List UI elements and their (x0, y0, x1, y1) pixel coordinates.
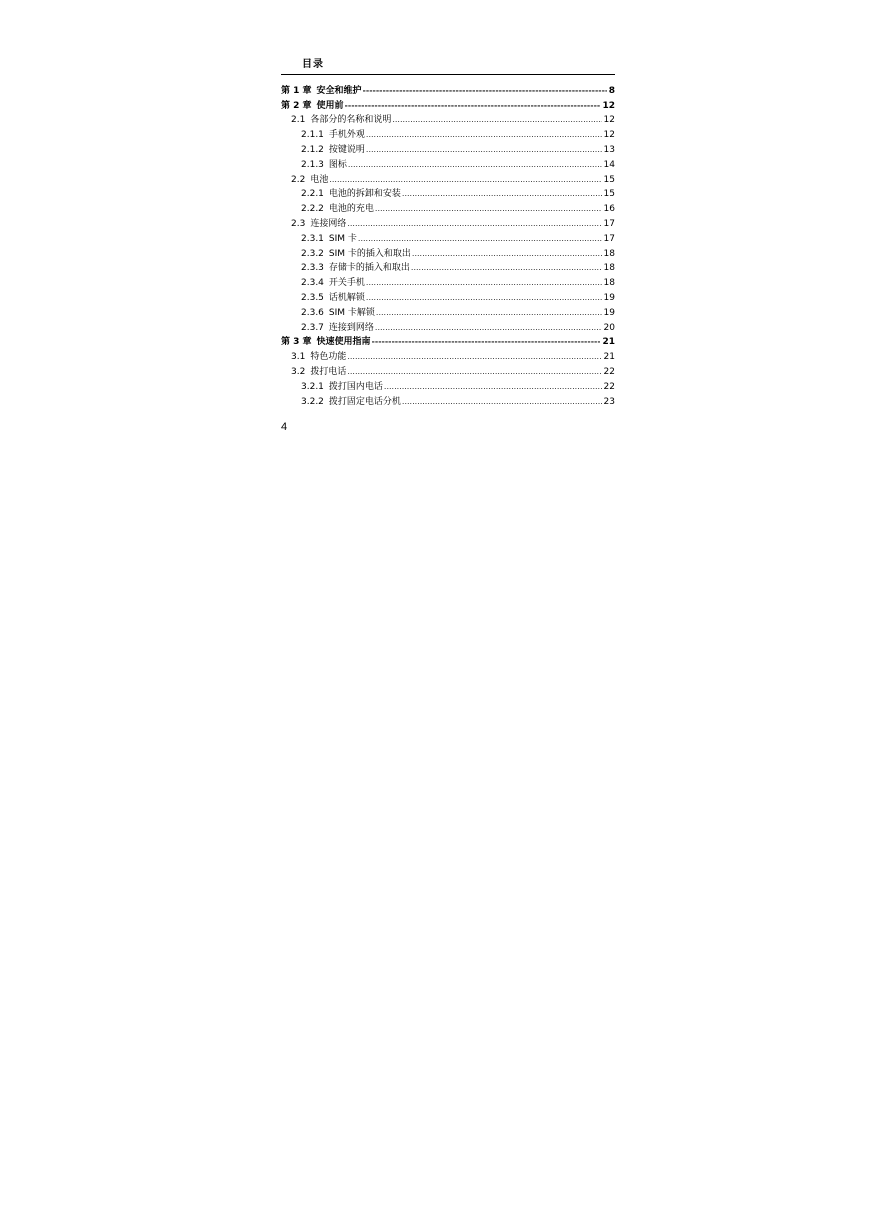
toc-dot-leader (345, 100, 601, 112)
toc-entry-number: 2.2.2 (301, 204, 324, 215)
toc-entry-page: 14 (603, 159, 615, 170)
toc-dot-leader (402, 188, 602, 200)
toc-entry-page: 12 (602, 100, 615, 111)
toc-entry-title: 安全和维护 (316, 85, 362, 96)
toc-entry-page: 22 (603, 381, 615, 392)
toc-entry-page: 13 (603, 144, 615, 155)
toc-entry-number: 2.1.1 (301, 130, 324, 141)
toc-entry-title: 连接网络 (310, 218, 347, 229)
toc-entry-number: 2.3.1 (301, 233, 324, 244)
toc-dot-leader (392, 114, 601, 126)
toc-entry-number: 2.3.5 (301, 292, 324, 303)
toc-entry-number: 2.1.3 (301, 159, 324, 170)
toc-entry-page: 15 (603, 189, 615, 200)
toc-dot-leader (372, 336, 601, 348)
toc-entry-page: 15 (603, 174, 615, 185)
toc-entry-number: 3.1 (291, 352, 306, 363)
toc-section-entry[interactable] (281, 230, 615, 245)
toc-dot-leader (376, 307, 602, 319)
toc-dot-leader (358, 233, 602, 245)
toc-entry-number: 第 3 章 (281, 337, 312, 348)
toc-section-entry[interactable] (281, 260, 615, 275)
toc-section-entry[interactable] (281, 319, 615, 334)
toc-entry-number: 2.3.3 (301, 263, 324, 274)
toc-entry-title: 存储卡的插入和取出 (328, 263, 410, 274)
toc-entry-page: 22 (603, 366, 615, 377)
toc-entry-page: 21 (602, 337, 615, 348)
toc-entry-page: 18 (603, 263, 615, 274)
toc-section-entry[interactable] (281, 141, 615, 156)
toc-dot-leader (402, 396, 602, 408)
toc-section-entry[interactable] (281, 186, 615, 201)
toc-entry-number: 2.1 (291, 115, 306, 126)
toc-entry-title: SIM 卡解锁 (328, 307, 375, 318)
toc-entry-number: 2.3.2 (301, 248, 324, 259)
toc-dot-leader (348, 159, 602, 171)
toc-entry-title: 连接到网络 (328, 322, 374, 333)
header-divider (281, 74, 615, 75)
toc-entry-title: 拨打固定电话分机 (328, 396, 401, 407)
toc-dot-leader (366, 129, 602, 141)
toc-entry-number: 2.2.1 (301, 189, 324, 200)
toc-entry-title: 图标 (328, 159, 347, 170)
toc-dot-leader (366, 292, 602, 304)
toc-dot-leader (384, 381, 602, 393)
toc-section-entry[interactable] (281, 126, 615, 141)
toc-entry-page: 17 (603, 218, 615, 229)
toc-entry-number: 3.2.1 (301, 381, 324, 392)
page-header-title: 目录 (302, 59, 324, 70)
toc-entry-title: 开关手机 (328, 278, 365, 289)
toc-entry-title: 拨打电话 (310, 366, 347, 377)
toc-dot-leader (366, 144, 602, 156)
toc-section-entry[interactable] (281, 112, 615, 127)
toc-chapter-entry[interactable] (281, 334, 615, 349)
toc-section-entry[interactable] (281, 378, 615, 393)
toc-dot-leader (347, 351, 601, 363)
toc-entry-page: 17 (603, 233, 615, 244)
page-number: 4 (281, 421, 288, 433)
toc-entry-title: 按键说明 (328, 144, 365, 155)
toc-entry-title: 特色功能 (310, 352, 347, 363)
toc-entry-page: 23 (603, 396, 615, 407)
toc-entry-title: 手机外观 (328, 130, 365, 141)
toc-entry-title: 各部分的名称和说明 (310, 115, 392, 126)
toc-section-entry[interactable] (281, 304, 615, 319)
toc-entry-page: 21 (603, 352, 615, 363)
toc-entry-page: 12 (603, 115, 615, 126)
toc-chapter-entry[interactable] (281, 82, 615, 97)
toc-entry-title: SIM 卡 (328, 233, 357, 244)
toc-entry-number: 2.2 (291, 174, 306, 185)
toc-entry-number: 第 1 章 (281, 85, 312, 96)
toc-entry-title: SIM 卡的插入和取出 (328, 248, 411, 259)
toc-entry-title: 话机解锁 (328, 292, 365, 303)
toc-entry-title: 快速使用指南 (316, 337, 371, 348)
toc-entry-title: 拨打国内电话 (328, 381, 383, 392)
toc-section-entry[interactable] (281, 171, 615, 186)
toc-dot-leader (329, 174, 601, 186)
toc-section-entry[interactable] (281, 289, 615, 304)
toc-entry-number: 2.3 (291, 218, 306, 229)
toc-entry-page: 18 (603, 278, 615, 289)
toc-entry-number: 第 2 章 (281, 100, 312, 111)
toc-entry-title: 使用前 (316, 100, 344, 111)
toc-entry-number: 3.2 (291, 366, 306, 377)
toc-entry-page: 19 (603, 307, 615, 318)
toc-dot-leader (375, 322, 602, 334)
toc-dot-leader (363, 85, 607, 97)
toc-dot-leader (411, 262, 602, 274)
toc-entry-page: 12 (603, 130, 615, 141)
toc-entry-number: 2.3.7 (301, 322, 324, 333)
toc-entry-number: 2.3.6 (301, 307, 324, 318)
toc-entry-page: 18 (603, 248, 615, 259)
toc-entry-page: 16 (603, 204, 615, 215)
toc-section-entry[interactable] (281, 245, 615, 260)
toc-chapter-entry[interactable] (281, 97, 615, 112)
toc-section-entry[interactable] (281, 215, 615, 230)
table-of-contents (281, 82, 615, 408)
toc-section-entry[interactable] (281, 200, 615, 215)
toc-entry-title: 电池的充电 (328, 204, 374, 215)
toc-dot-leader (347, 366, 601, 378)
toc-dot-leader (375, 203, 602, 215)
toc-entry-title: 电池 (310, 174, 329, 185)
toc-dot-leader (412, 248, 602, 260)
toc-section-entry[interactable] (281, 363, 615, 378)
toc-entry-page: 19 (603, 292, 615, 303)
toc-entry-title: 电池的拆卸和安装 (328, 189, 401, 200)
toc-entry-page: 20 (603, 322, 615, 333)
toc-section-entry[interactable] (281, 393, 615, 408)
toc-entry-number: 2.3.4 (301, 278, 324, 289)
toc-dot-leader (347, 218, 601, 230)
toc-section-entry[interactable] (281, 274, 615, 289)
toc-entry-page: 8 (608, 85, 615, 96)
toc-section-entry[interactable] (281, 348, 615, 363)
toc-section-entry[interactable] (281, 156, 615, 171)
toc-entry-number: 2.1.2 (301, 144, 324, 155)
toc-dot-leader (366, 277, 602, 289)
toc-entry-number: 3.2.2 (301, 396, 324, 407)
